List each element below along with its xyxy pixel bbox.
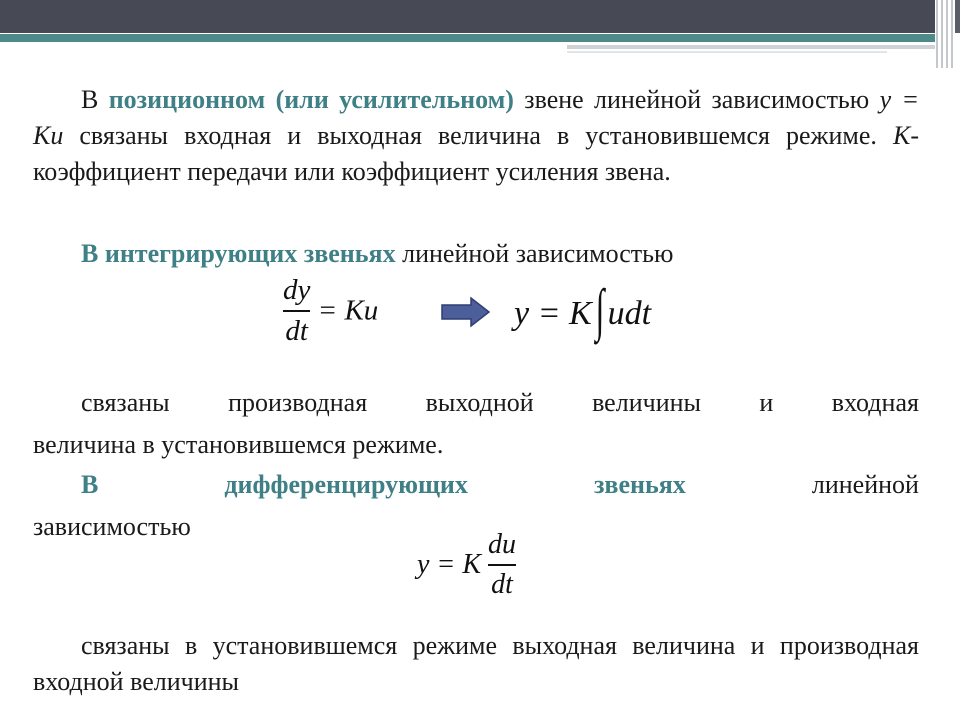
slide-corner-line bbox=[936, 0, 938, 68]
para1-text3: - коэффициент передачи или коэффициент усиления звена. bbox=[33, 121, 919, 186]
fraction-du-dt bbox=[488, 531, 516, 599]
para4-word: линейной bbox=[811, 470, 919, 499]
para3-word: связаны bbox=[81, 388, 170, 417]
fraction-denominator: dt bbox=[285, 315, 308, 347]
para1-text2: связаны входная и выходная величина в установившемся режиме. bbox=[63, 121, 893, 150]
paragraph-derivative-relation bbox=[33, 385, 919, 463]
para3-word: входная bbox=[831, 388, 919, 417]
paragraph-output-relation bbox=[33, 628, 919, 700]
slide-accent-rule bbox=[567, 45, 935, 49]
slide-accent-rule-thin bbox=[567, 51, 887, 53]
para4-line2: зависимостью bbox=[33, 512, 191, 541]
para1-highlight: позиционном (или усилительном) bbox=[108, 85, 514, 114]
equation-differentiating bbox=[417, 531, 516, 599]
paragraph-integrating-link bbox=[33, 236, 919, 272]
paragraph-positional-link bbox=[33, 82, 919, 190]
fraction-bar bbox=[283, 310, 310, 312]
para2-highlight: В интегрирующих звеньях bbox=[81, 239, 396, 268]
para3-word: величины bbox=[592, 388, 701, 417]
slide-accent-bar bbox=[0, 34, 935, 42]
equation-lhs: y = K bbox=[417, 549, 481, 580]
equation-derivative bbox=[283, 276, 378, 346]
fraction-dy-dt bbox=[283, 276, 310, 346]
para3-word: производная bbox=[228, 388, 368, 417]
slide-corner-line bbox=[946, 0, 948, 68]
integral-rhs: udt bbox=[607, 295, 652, 332]
para5-text: связаны в установившемся режиме выходная величина и производная входной величины bbox=[33, 631, 919, 696]
right-arrow-icon bbox=[441, 297, 491, 332]
fraction-bar bbox=[488, 564, 516, 566]
para4-highlight-word: звеньях bbox=[593, 470, 686, 499]
slide-corner-line bbox=[941, 0, 943, 68]
equation-rhs: = Ku bbox=[317, 294, 379, 327]
para1-k-variable: K bbox=[892, 121, 911, 150]
para3-line1 bbox=[33, 385, 919, 421]
para1-prefix: В bbox=[81, 85, 99, 114]
para3-line2: величина в установившемся режиме. bbox=[33, 430, 444, 459]
slide-top-bar bbox=[0, 0, 935, 33]
para4-highlight-word: В bbox=[81, 470, 99, 499]
integral-lhs: y = K bbox=[514, 295, 592, 332]
para4-highlight-word: дифференцирующих bbox=[224, 470, 468, 499]
fraction-numerator: dy bbox=[283, 274, 311, 306]
para2-text: линейной зависимостью bbox=[395, 239, 674, 268]
fraction-numerator: du bbox=[488, 529, 516, 560]
integral-sign: ∫ bbox=[595, 277, 605, 342]
para4-line1 bbox=[33, 467, 919, 503]
para1-text1: звене линейной зависимостью bbox=[513, 85, 880, 114]
para3-word: выходной bbox=[425, 388, 534, 417]
slide-corner-block bbox=[955, 0, 960, 33]
equation-integral bbox=[514, 277, 652, 343]
slide-corner-line bbox=[951, 0, 953, 68]
para3-word: и bbox=[759, 388, 774, 417]
para1-formula: y = Ku bbox=[33, 85, 920, 150]
fraction-denominator: dt bbox=[491, 569, 513, 600]
